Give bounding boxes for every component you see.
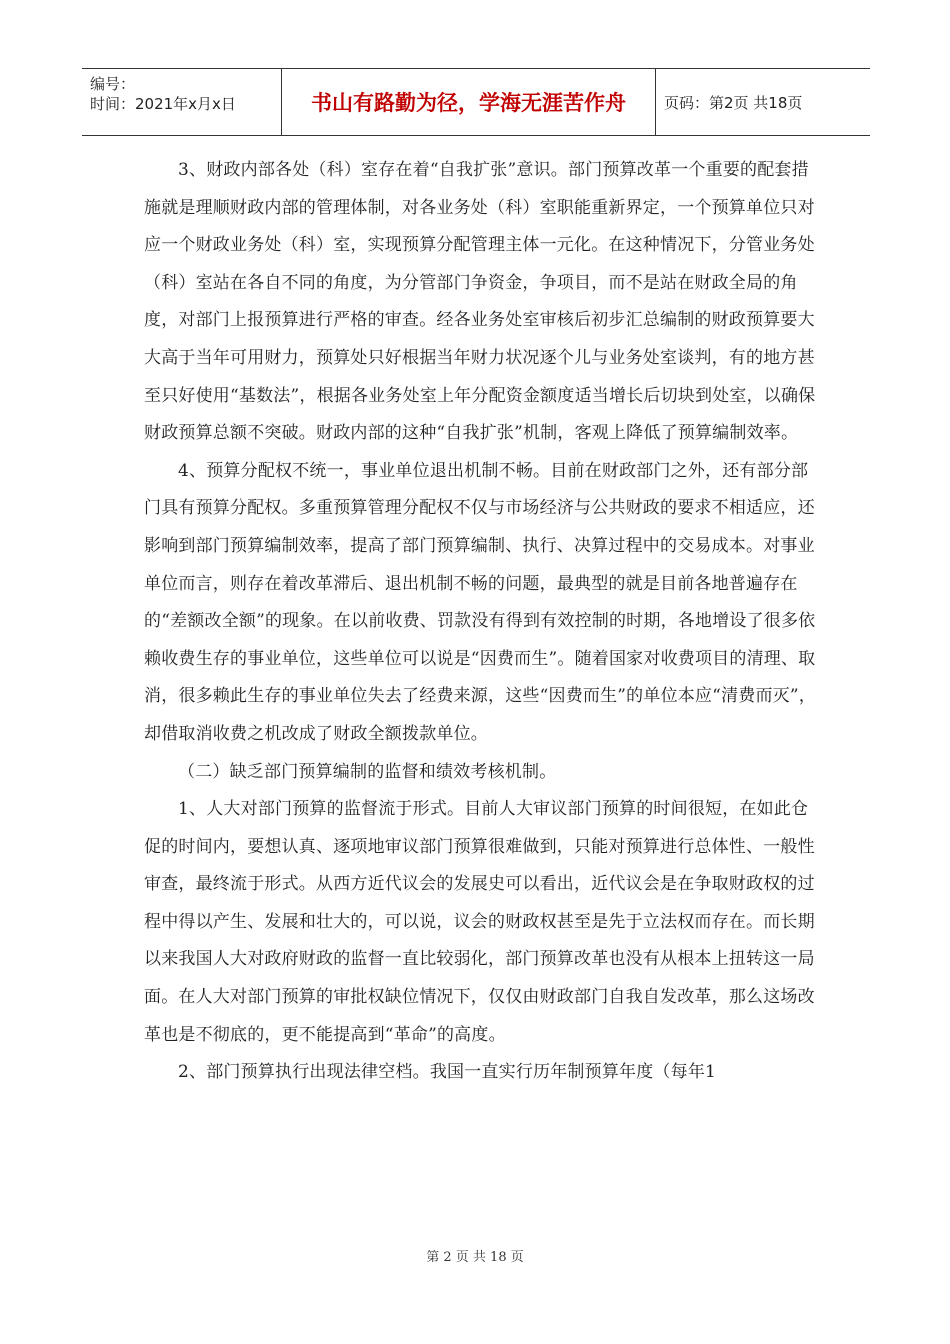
document-number-label: 编号： <box>90 75 136 93</box>
header-motto: 书山有路勤为径，学海无涯苦作舟 <box>282 69 656 135</box>
document-body <box>144 152 824 1092</box>
document-date: 时间：2021年x月x日 <box>90 95 236 113</box>
section-heading: （二）缺乏部门预算编制的监督和绩效考核机制。 <box>178 761 557 782</box>
header-page-info: 页码：第2页 共18页 <box>664 94 803 112</box>
paragraph-4: 2、部门预算执行出现法律空档。我国一直实行历年制预算年度（每年1 <box>178 1062 717 1083</box>
document-header <box>82 68 870 136</box>
paragraph-1: 3、财政内部各处（科）室存在着“自我扩张”意识。部门预算改革一个重要的配套措施就是理顺财政内部的管理体制，对各业务处（科）室职能重新界定，一个预算单位只对应一个财政业务处（科）室，实现预算分配管理主体一元化。在这种情况下，分管业务处（科）室站在各自不同的角度，为分管部门争资金，争项目，而不是站在财政全局的角度，对部门上报预算进行严格的审查。经各业务处室审核后初步汇总编制的财政预算要大大高于当年可用财力，预算处只好根据当年财力状况逐个儿与业务处室谈判，有的地方甚至只好使用“基数法”，根据各业务处室上年分配资金额度适当增长后切块到处室，以确保财政预算总额不突破。财政内部的这种“自我扩张”机制，客观上降低了预算编制效率。 <box>144 160 816 444</box>
page-footer: 第 2 页 共 18 页 <box>426 1250 524 1265</box>
paragraph-3: 1、人大对部门预算的监督流于形式。目前人大审议部门预算的时间很短，在如此仓促的时间内，要想认真、逐项地审议部门预算很难做到，只能对预算进行总体性、一般性审查，最终流于形式。从西方近代议会的发展史可以看出，近代议会是在争取财政权的过程中得以产生、发展和壮大的，可以说，议会的财政权甚至是先于立法权而存在。而长期以来我国人大对政府财政的监督一直比较弱化，部门预算改革也没有从根本上扭转这一局面。在人大对部门预算的审批权缺位情况下，仅仅由财政部门自我自发改革，那么这场改革也是不彻底的，更不能提高到“革命”的高度。 <box>144 799 815 1045</box>
paragraph-2: 4、预算分配权不统一，事业单位退出机制不畅。目前在财政部门之外，还有部分部门具有预算分配权。多重预算管理分配权不仅与市场经济与公共财政的要求不相适应，还影响到部门预算编制效率，提高了部门预算编制、执行、决算过程中的交易成本。对事业单位而言，则存在着改革滞后、退出机制不畅的问题，最典型的就是目前各地普遍存在的“差额改全额”的现象。在以前收费、罚款没有得到有效控制的时期，各地增设了很多依赖收费生存的事业单位，这些单位可以说是“因费而生”。随着国家对收费项目的清理、取消，很多赖此生存的事业单位失去了经费来源，这些“因费而生”的单位本应“清费而灭”，却借取消收费之机改成了财政全额拨款单位。 <box>144 460 816 744</box>
header-meta <box>82 69 282 135</box>
